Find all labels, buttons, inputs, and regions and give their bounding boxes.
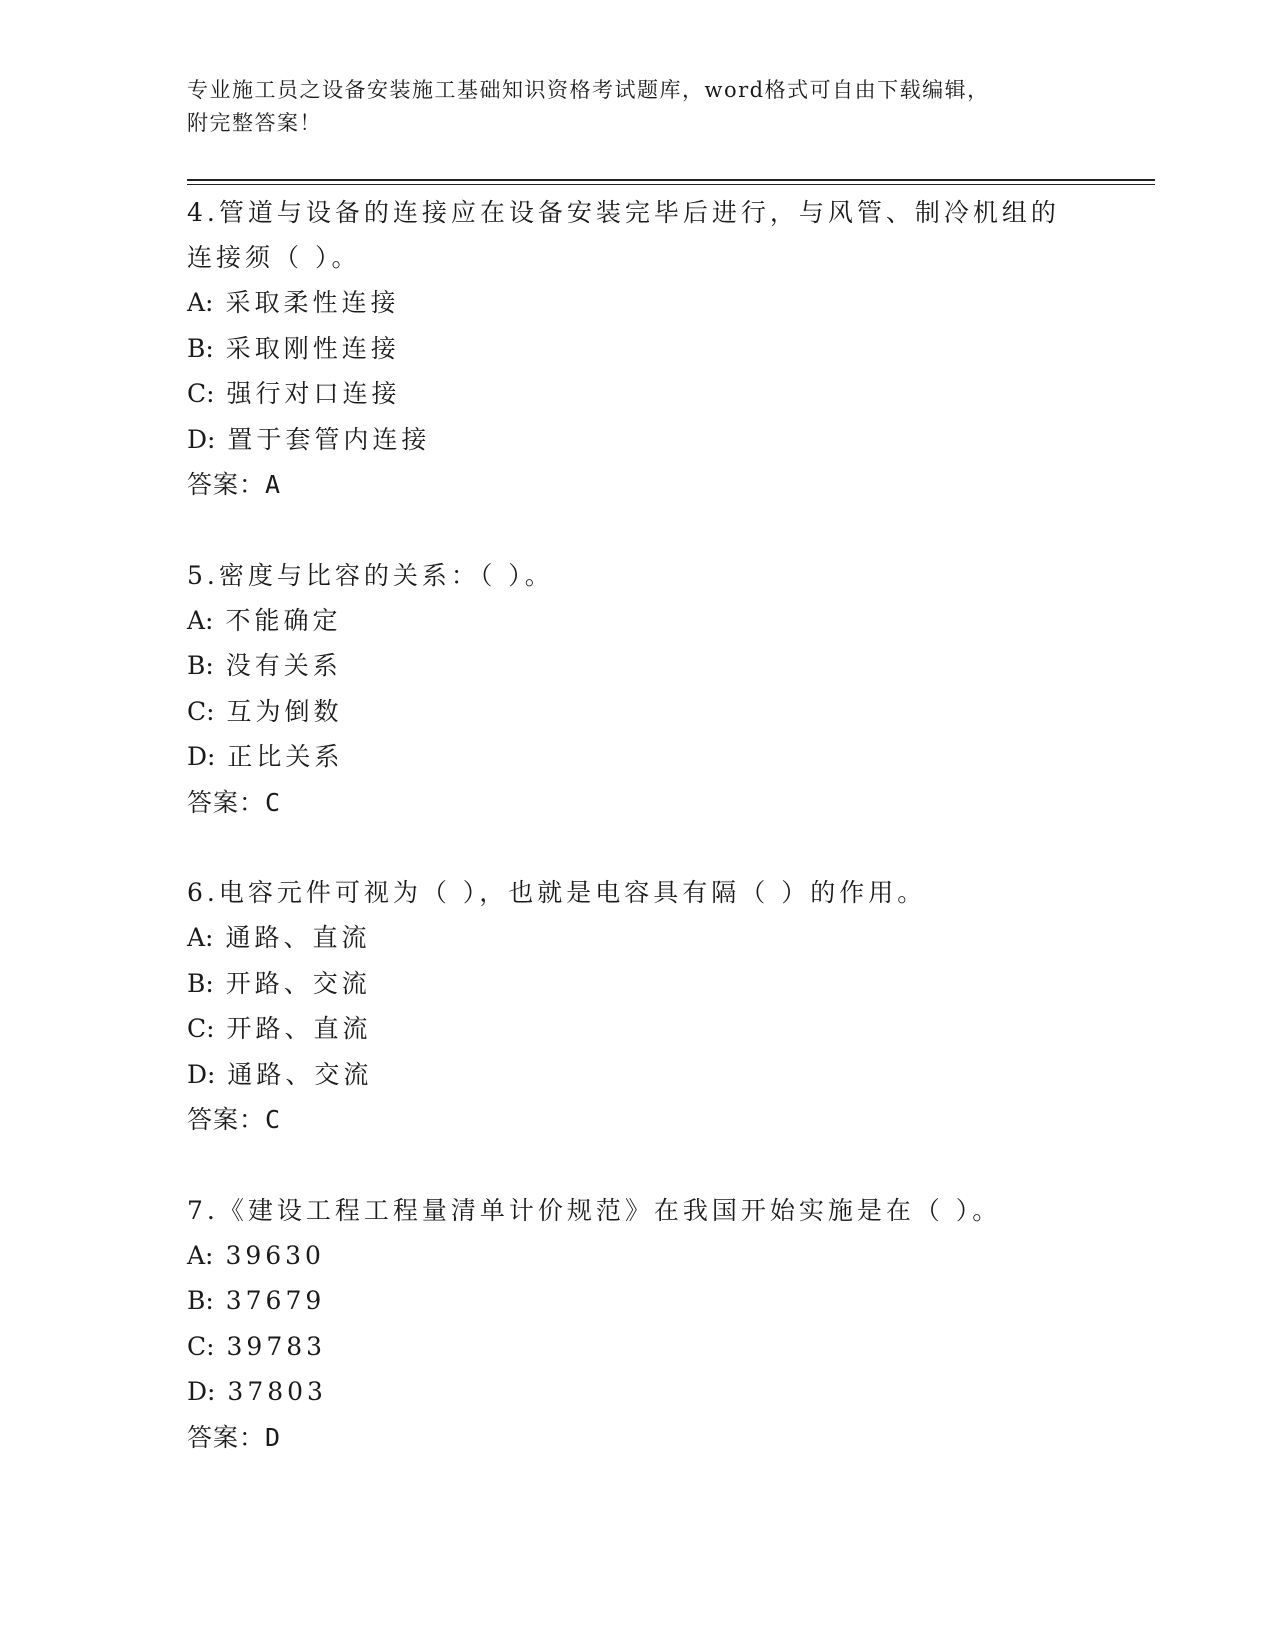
option-a — [187, 598, 1147, 644]
answer-label: 答案： — [187, 470, 266, 499]
header-line-1: 专业施工员之设备安装施工基础知识资格考试题库，word格式可自由下载编辑， — [187, 78, 990, 102]
question-7 — [187, 1188, 1147, 1461]
option-c — [187, 371, 1147, 417]
option-text: 开路、交流 — [225, 968, 371, 998]
option-c — [187, 1324, 1147, 1370]
option-text: 39783 — [226, 1331, 327, 1361]
question-text: 6.电容元件可视为（ ），也就是电容具有隔（ ）的作用。 — [187, 878, 927, 907]
answer-line — [187, 1415, 1147, 1461]
option-label: D: — [187, 1059, 216, 1089]
option-b — [187, 326, 1147, 372]
answer-line — [187, 780, 1147, 826]
option-text: 没有关系 — [225, 651, 342, 680]
question-list — [187, 190, 1147, 1505]
header-line-2: 附完整答案！ — [187, 111, 322, 135]
option-b — [187, 961, 1147, 1007]
option-label: B: — [187, 1286, 214, 1315]
option-text: 通路、直流 — [225, 923, 371, 952]
option-text: 采取柔性连接 — [225, 288, 400, 317]
answer-line — [187, 1097, 1147, 1143]
option-label: B: — [187, 651, 214, 680]
answer-label: 答案： — [187, 1422, 266, 1452]
option-text: 正比关系 — [227, 742, 344, 771]
answer-value: D — [265, 1422, 282, 1452]
option-a — [187, 280, 1147, 326]
option-b — [187, 1278, 1147, 1324]
option-label: C: — [187, 379, 215, 408]
question-text: 4.管道与设备的连接应在设备安装完毕后进行，与风管、制冷机组的连接须（ ）。 — [187, 198, 1060, 272]
option-d — [187, 417, 1147, 463]
header-divider-thick — [187, 179, 1155, 181]
option-text: 不能确定 — [225, 605, 342, 635]
option-text: 37803 — [227, 1377, 327, 1406]
option-d — [187, 1369, 1147, 1415]
answer-line — [187, 462, 1147, 508]
option-label: D: — [187, 424, 216, 454]
option-label: A: — [187, 288, 214, 317]
option-label: B: — [187, 333, 214, 363]
answer-value: A — [265, 470, 282, 499]
header-divider-thin — [187, 184, 1155, 185]
option-label: C: — [187, 1331, 215, 1361]
option-c — [187, 1006, 1147, 1052]
option-text: 通路、交流 — [227, 1059, 373, 1089]
option-text: 采取刚性连接 — [225, 333, 400, 363]
answer-label: 答案： — [187, 1105, 266, 1134]
option-a — [187, 1233, 1147, 1279]
option-label: C: — [187, 1014, 215, 1043]
question-text: 7.《建设工程工程量清单计价规范》在我国开始实施是在（ ）。 — [187, 1195, 1002, 1225]
option-label: A: — [187, 605, 214, 635]
question-5 — [187, 553, 1147, 826]
option-label: A: — [187, 923, 214, 952]
option-text: 强行对口连接 — [226, 379, 401, 408]
option-d — [187, 1052, 1147, 1098]
option-d — [187, 734, 1147, 780]
question-6 — [187, 870, 1147, 1143]
option-label: C: — [187, 696, 215, 726]
option-label: D: — [187, 742, 216, 771]
option-b — [187, 643, 1147, 689]
option-text: 置于套管内连接 — [227, 424, 431, 454]
option-c — [187, 689, 1147, 735]
question-text: 5.密度与比容的关系：（ ）。 — [187, 560, 554, 590]
option-label: B: — [187, 968, 214, 998]
option-text: 39630 — [225, 1240, 325, 1270]
option-a — [187, 915, 1147, 961]
answer-label: 答案： — [187, 787, 266, 817]
document-header — [187, 74, 1067, 140]
option-label: A: — [187, 1240, 214, 1270]
answer-value: C — [265, 1105, 282, 1134]
option-label: D: — [187, 1377, 216, 1406]
option-text: 互为倒数 — [226, 696, 343, 726]
option-text: 开路、直流 — [226, 1014, 372, 1043]
option-text: 37679 — [225, 1286, 326, 1315]
answer-value: C — [265, 787, 282, 817]
question-4 — [187, 190, 1147, 508]
